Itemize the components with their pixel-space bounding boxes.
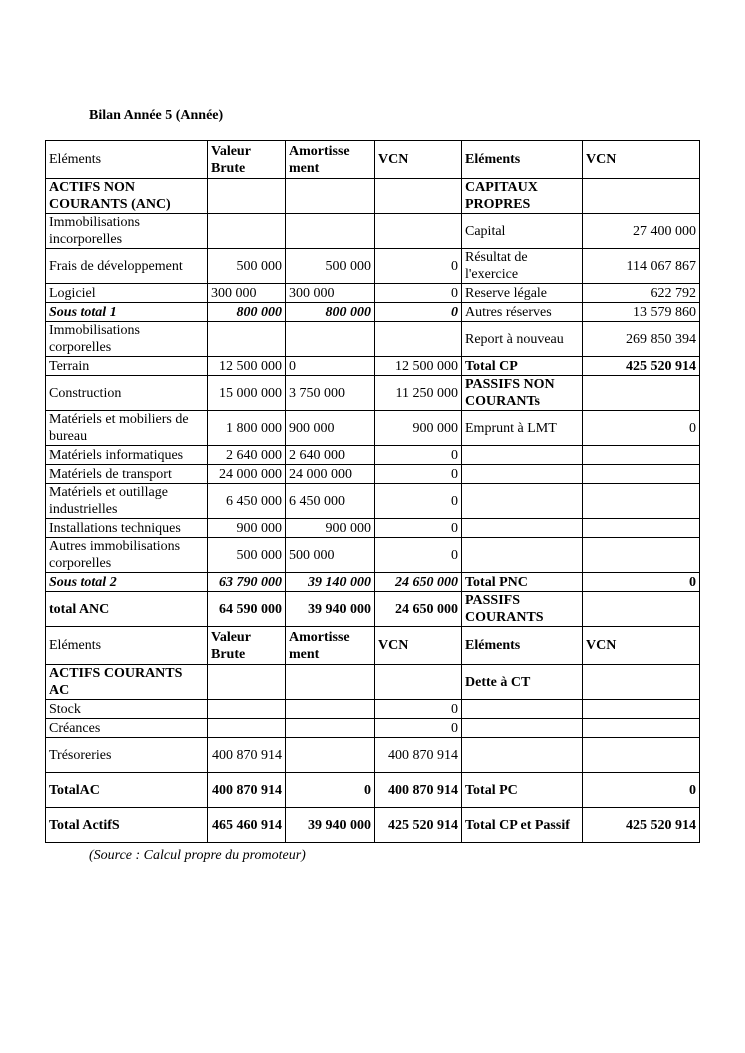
table-cell: 39 940 000: [286, 592, 375, 627]
table-cell: Total CP: [462, 357, 583, 376]
table-cell: [208, 700, 286, 719]
table-cell: [286, 665, 375, 700]
table-cell: Eléments: [462, 627, 583, 665]
table-cell: [583, 376, 700, 411]
table-cell: Reserve légale: [462, 284, 583, 303]
table-cell: 27 400 000: [583, 214, 700, 249]
table-cell: 800 000: [286, 303, 375, 322]
table-row: [46, 465, 700, 484]
table-cell: [462, 538, 583, 573]
table-cell: [208, 322, 286, 357]
table-cell: ACTIFS COURANTS AC: [46, 665, 208, 700]
table-cell: Installations techniques: [46, 519, 208, 538]
table-row: [46, 322, 700, 357]
table-cell: 425 520 914: [583, 357, 700, 376]
table-cell: Trésoreries: [46, 738, 208, 773]
table-cell: [583, 179, 700, 214]
table-title: Bilan Année 5 (Année): [89, 108, 224, 123]
table-row: [46, 249, 700, 284]
table-cell: VCN: [583, 627, 700, 665]
table-cell: 0: [286, 773, 375, 808]
table-cell: [286, 700, 375, 719]
table-cell: [375, 322, 462, 357]
table-cell: Report à nouveau: [462, 322, 583, 357]
table-row: [46, 141, 700, 179]
table-cell: [583, 665, 700, 700]
table-cell: 0: [375, 465, 462, 484]
table-cell: Eléments: [46, 627, 208, 665]
table-cell: Logiciel: [46, 284, 208, 303]
table-cell: Matériels informatiques: [46, 446, 208, 465]
table-cell: 114 067 867: [583, 249, 700, 284]
table-cell: [583, 446, 700, 465]
table-cell: [583, 592, 700, 627]
table-cell: 900 000: [286, 411, 375, 446]
table-cell: [286, 719, 375, 738]
table-cell: 39 140 000: [286, 573, 375, 592]
table-cell: 0: [375, 484, 462, 519]
table-cell: [462, 465, 583, 484]
table-cell: 0: [375, 519, 462, 538]
table-cell: Total PC: [462, 773, 583, 808]
table-cell: Immobilisations corporelles: [46, 322, 208, 357]
table-cell: ACTIFS NON COURANTS (ANC): [46, 179, 208, 214]
table-cell: 900 000: [375, 411, 462, 446]
table-cell: 24 650 000: [375, 573, 462, 592]
table-cell: [583, 700, 700, 719]
table-cell: 64 590 000: [208, 592, 286, 627]
table-cell: [462, 519, 583, 538]
table-cell: Sous total 2: [46, 573, 208, 592]
table-row: [46, 284, 700, 303]
table-cell: Matériels et mobiliers de bureau: [46, 411, 208, 446]
table-cell: 800 000: [208, 303, 286, 322]
table-cell: VCN: [583, 141, 700, 179]
table-cell: 0: [375, 284, 462, 303]
table-cell: 12 500 000: [208, 357, 286, 376]
table-cell: 300 000: [208, 284, 286, 303]
table-cell: 12 500 000: [375, 357, 462, 376]
table-cell: CAPITAUX PROPRES: [462, 179, 583, 214]
table-cell: [208, 719, 286, 738]
table-row: [46, 484, 700, 519]
table-row: [46, 411, 700, 446]
table-cell: [208, 665, 286, 700]
table-cell: Terrain: [46, 357, 208, 376]
table-cell: 0: [583, 773, 700, 808]
table-cell: 0: [375, 446, 462, 465]
table-cell: 300 000: [286, 284, 375, 303]
table-row: [46, 538, 700, 573]
table-row: [46, 519, 700, 538]
table-cell: [286, 214, 375, 249]
table-cell: TotalAC: [46, 773, 208, 808]
table-cell: Valeur Brute: [208, 141, 286, 179]
table-cell: Total PNC: [462, 573, 583, 592]
table-cell: [286, 738, 375, 773]
table-row: [46, 303, 700, 322]
table-row: [46, 214, 700, 249]
table-cell: [583, 465, 700, 484]
table-cell: 1 800 000: [208, 411, 286, 446]
table-cell: 0: [375, 719, 462, 738]
table-cell: 500 000: [286, 538, 375, 573]
table-cell: PASSIFS NON COURANTs: [462, 376, 583, 411]
table-cell: Emprunt à LMT: [462, 411, 583, 446]
table-cell: total ANC: [46, 592, 208, 627]
source-note: (Source : Calcul propre du promoteur): [89, 848, 306, 863]
table-cell: 15 000 000: [208, 376, 286, 411]
table-cell: 0: [583, 411, 700, 446]
table-row: [46, 700, 700, 719]
table-cell: 0: [375, 538, 462, 573]
table-cell: 3 750 000: [286, 376, 375, 411]
table-cell: Immobilisations incorporelles: [46, 214, 208, 249]
table-cell: [462, 700, 583, 719]
table-cell: 6 450 000: [208, 484, 286, 519]
table-cell: 425 520 914: [375, 808, 462, 843]
table-cell: 400 870 914: [208, 773, 286, 808]
table-cell: Frais de développement: [46, 249, 208, 284]
table-cell: 400 870 914: [375, 738, 462, 773]
table-cell: [375, 665, 462, 700]
table-cell: 11 250 000: [375, 376, 462, 411]
table-cell: [286, 322, 375, 357]
table-cell: 63 790 000: [208, 573, 286, 592]
table-cell: 400 870 914: [375, 773, 462, 808]
table-cell: 269 850 394: [583, 322, 700, 357]
table-cell: Créances: [46, 719, 208, 738]
table-cell: [462, 484, 583, 519]
table-cell: 24 000 000: [208, 465, 286, 484]
table-cell: Matériels de transport: [46, 465, 208, 484]
table-cell: [208, 214, 286, 249]
table-cell: 2 640 000: [286, 446, 375, 465]
table-cell: [462, 738, 583, 773]
table-cell: 0: [583, 573, 700, 592]
table-cell: [462, 446, 583, 465]
table-cell: 622 792: [583, 284, 700, 303]
table-row: [46, 446, 700, 465]
table-cell: Autres immobilisations corporelles: [46, 538, 208, 573]
table-cell: [583, 719, 700, 738]
table-cell: 500 000: [208, 538, 286, 573]
table-row: [46, 808, 700, 843]
table-cell: Dette à CT: [462, 665, 583, 700]
table-row: [46, 627, 700, 665]
table-cell: [583, 538, 700, 573]
table-row: [46, 573, 700, 592]
table-cell: Sous total 1: [46, 303, 208, 322]
table-cell: 0: [375, 700, 462, 719]
table-cell: VCN: [375, 141, 462, 179]
table-cell: Eléments: [462, 141, 583, 179]
table-cell: 2 640 000: [208, 446, 286, 465]
table-cell: 0: [375, 303, 462, 322]
table-cell: 500 000: [286, 249, 375, 284]
table-cell: 400 870 914: [208, 738, 286, 773]
table-cell: Eléments: [46, 141, 208, 179]
table-cell: Résultat de l'exercice: [462, 249, 583, 284]
table-cell: Valeur Brute: [208, 627, 286, 665]
table-cell: PASSIFS COURANTS: [462, 592, 583, 627]
table-cell: Amortisse ment: [286, 627, 375, 665]
table-row: [46, 738, 700, 773]
table-row: [46, 376, 700, 411]
table-cell: [375, 214, 462, 249]
balance-sheet-body: [46, 141, 700, 843]
table-cell: 900 000: [208, 519, 286, 538]
table-cell: Autres réserves: [462, 303, 583, 322]
table-cell: 500 000: [208, 249, 286, 284]
balance-sheet-table: [45, 140, 700, 843]
table-row: [46, 665, 700, 700]
table-cell: Capital: [462, 214, 583, 249]
table-cell: Total ActifS: [46, 808, 208, 843]
table-cell: Stock: [46, 700, 208, 719]
table-row: [46, 719, 700, 738]
table-cell: Amortisse ment: [286, 141, 375, 179]
table-cell: 0: [375, 249, 462, 284]
table-cell: 0: [286, 357, 375, 376]
table-cell: [583, 738, 700, 773]
table-cell: 425 520 914: [583, 808, 700, 843]
table-row: [46, 357, 700, 376]
table-row: [46, 179, 700, 214]
table-cell: [375, 179, 462, 214]
table-cell: 24 650 000: [375, 592, 462, 627]
table-cell: 465 460 914: [208, 808, 286, 843]
table-row: [46, 773, 700, 808]
table-cell: 39 940 000: [286, 808, 375, 843]
table-cell: 24 000 000: [286, 465, 375, 484]
table-cell: Construction: [46, 376, 208, 411]
table-cell: [462, 719, 583, 738]
table-cell: 13 579 860: [583, 303, 700, 322]
table-cell: 900 000: [286, 519, 375, 538]
table-row: [46, 592, 700, 627]
table-cell: VCN: [375, 627, 462, 665]
table-cell: Matériels et outillage industrielles: [46, 484, 208, 519]
table-cell: 6 450 000: [286, 484, 375, 519]
table-cell: [208, 179, 286, 214]
table-cell: [583, 484, 700, 519]
table-cell: [286, 179, 375, 214]
table-cell: [583, 519, 700, 538]
table-cell: Total CP et Passif: [462, 808, 583, 843]
